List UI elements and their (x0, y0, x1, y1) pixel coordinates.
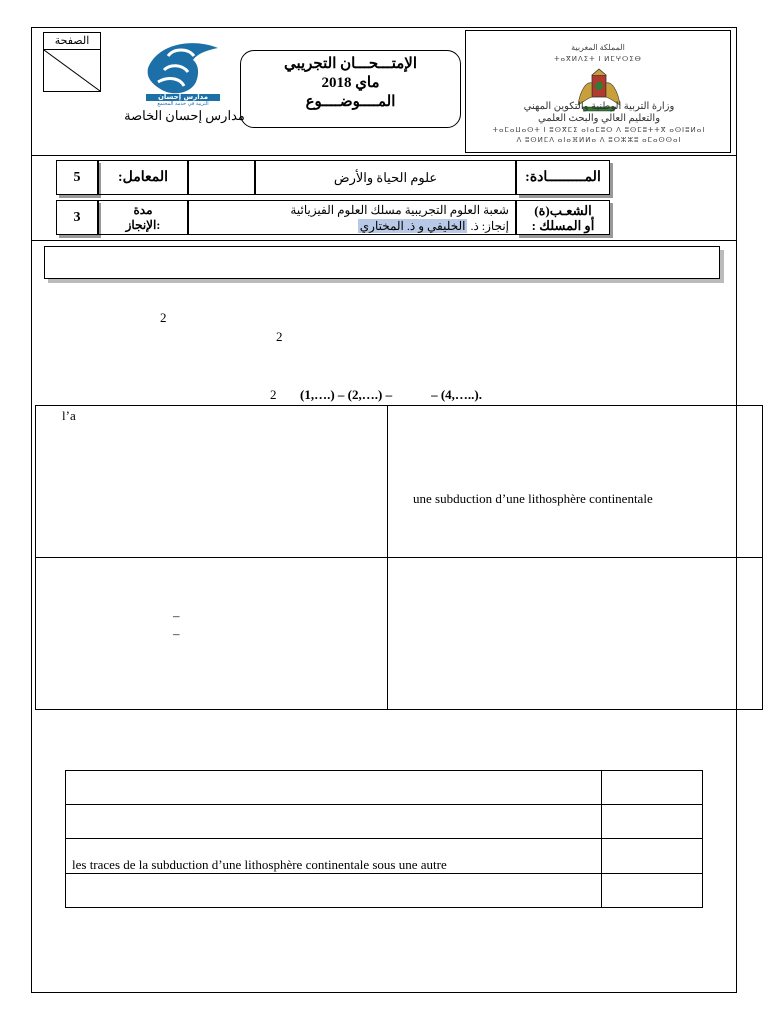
school-logo (138, 38, 228, 108)
coef-value: 5 (56, 160, 98, 195)
header-separator (31, 155, 737, 156)
table-row-3-label: les traces de la subduction d’une lithosphère continentale sous une autre (72, 857, 447, 872)
grid-text-top-left: l’a (62, 408, 76, 423)
points-2: 2 (276, 329, 283, 344)
exam-title-box (240, 50, 461, 128)
author-names: الخليفي و ذ. المختاري (359, 219, 466, 233)
track-value: شعبة العلوم التجريبية مسلك العلوم الفيزيائية (290, 203, 509, 217)
points-3: 2 (270, 387, 277, 402)
author-prefix: إنجاز: ذ. (470, 219, 509, 233)
table-row-3-answer (601, 838, 703, 874)
exam-banner (44, 246, 720, 279)
subject-label: المـــــــــادة: (516, 160, 610, 195)
dash-1: – (173, 608, 180, 623)
grid-cell-bottom-left (35, 557, 388, 710)
kingdom-tifinagh: ⵜⴰⴳⵍⴷⵉⵜ ⵏ ⵍⵎⵖⵔⵉⴱ (554, 55, 642, 63)
ministry-tifinagh-1: ⵜⴰⵎⴰⵡⴰⵙⵜ ⵏ ⵓⵙⴳⵎⵉ ⴰⵏⴰⵎⵓⵔ ⴷ ⵓⵙⵎⵓⵜⵜⴳ ⴰⵙⵏⵓⵍⴰⵏ (492, 126, 706, 134)
table-row-2-text (65, 804, 602, 839)
grid-text-top-right: une subduction d’une lithosphère continentale (413, 491, 653, 506)
exam-topic: المــــوضــــوع (305, 94, 396, 110)
logo-tagline: التربية في خدمة المجتمع (157, 101, 209, 107)
table-row-2-answer (601, 804, 703, 839)
dash-2: – (173, 626, 180, 641)
author-line (195, 218, 509, 234)
ministry-line-1: وزارة التربية الوطنية والتكوين المهني (523, 101, 675, 112)
pairs-line: (1,….) – (2,….) – – (4,…..). (300, 387, 482, 402)
duration-value: 3 (56, 200, 98, 235)
table-row-4-text (65, 873, 602, 908)
grid-cell-top-left (35, 405, 388, 558)
kingdom-label: المملكة المغربية (571, 43, 625, 52)
table-row-1-text (65, 770, 602, 805)
track-label (516, 200, 610, 235)
ministry-box (465, 30, 731, 153)
subject-value: علوم الحياة والأرض (255, 160, 516, 195)
grid-cell-bottom-right (387, 557, 763, 710)
exam-date: ماي 2018 (321, 75, 380, 91)
ministry-tifinagh-2: ⴷ ⵓⵙⵍⵎⴷ ⴰⵏⴰⴼⵍⵍⴰ ⴷ ⵓⵔⵣⵣⵓ ⴰⵎⴰⵙⵙⴰⵏ (516, 136, 682, 144)
exam-title: الإمتـــحـــان التجريبي (283, 56, 418, 72)
duration-label-line-2: الإنجاز: (125, 218, 161, 232)
track-label-line-2: أو المسلك : (531, 218, 595, 233)
school-name: مدارس إحسان الخاصة (124, 108, 245, 123)
coef-label: المعامل: (98, 160, 188, 195)
ministry-line-2: والتعليم العالي والبحث العلمي (537, 113, 661, 124)
grid-cell-top-right (387, 405, 763, 558)
logo-text: مدارس إحسان (157, 93, 209, 101)
points-1: 2 (160, 310, 167, 325)
duration-label (98, 200, 188, 235)
track-label-line-1: الشعـب(ة) (534, 203, 592, 218)
page-label: الصفحة (44, 33, 100, 50)
info-separator (31, 240, 737, 241)
page-number-box (43, 32, 101, 92)
track-value-cell (188, 200, 516, 235)
info-empty-cell (188, 160, 255, 195)
duration-label-line-1: مدة (133, 203, 153, 217)
page-box-diagonal (44, 50, 100, 91)
table-row-1-answer (601, 770, 703, 805)
table-row-4-answer (601, 873, 703, 908)
table-row-3-text (65, 838, 602, 874)
